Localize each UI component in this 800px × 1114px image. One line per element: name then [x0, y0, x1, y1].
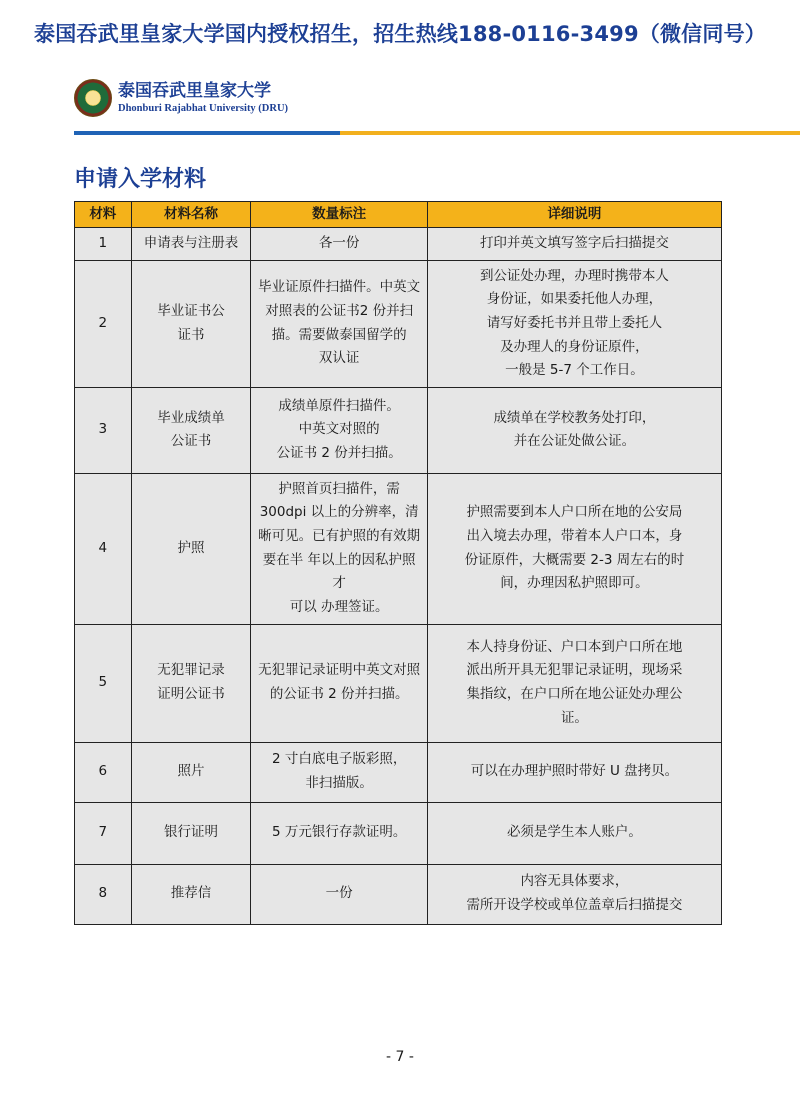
cell-qty	[251, 742, 427, 802]
cell-line: 无犯罪记录证明中英文对照	[258, 662, 421, 679]
cell-line: 双认证	[318, 350, 360, 367]
cell-desc	[427, 387, 721, 473]
table-header-row	[75, 202, 722, 228]
cell-line: 非扫描版。	[305, 775, 373, 791]
table-row	[75, 624, 722, 742]
cell-line: 到公证处办理，办理时携带本人	[479, 267, 669, 284]
cell-line: 护照	[177, 539, 205, 556]
table-row	[75, 473, 722, 624]
cell-number: 3	[75, 387, 132, 473]
cell-qty	[251, 228, 427, 261]
header-rule-gold	[340, 131, 800, 135]
cell-line: 请写好委托书并且带上委托人	[486, 314, 663, 331]
cell-line: 护照需要到本人户口所在地的公安局	[466, 504, 683, 521]
page-number: - 7 -	[386, 1049, 414, 1065]
cell-qty	[251, 387, 427, 473]
cell-line: 一般是 5-7 个工作日。	[505, 362, 644, 379]
cell-name	[131, 864, 251, 924]
cell-name	[131, 228, 251, 261]
cell-qty	[251, 473, 427, 624]
cell-line: 份证原件，大概需要 2-3 周左右的时	[464, 551, 685, 568]
cell-desc	[427, 624, 721, 742]
cell-line: 可以在办理护照时带好 U 盘拷贝。	[470, 763, 679, 780]
cell-line: 推荐信	[170, 885, 212, 902]
table-body	[75, 228, 722, 925]
cell-desc	[427, 802, 721, 864]
table-row	[75, 864, 722, 924]
cell-name	[131, 742, 251, 802]
cell-name	[131, 387, 251, 473]
table-row	[75, 260, 722, 387]
cell-line: 毕业证原件扫描件。中英文	[258, 279, 421, 296]
cell-line: 中英文对照的	[298, 421, 380, 438]
cell-line: 证书	[177, 326, 205, 343]
cell-number: 8	[75, 864, 132, 924]
table-row	[75, 802, 722, 864]
cell-line: 公证书	[170, 433, 212, 450]
logo-name-en: Dhonburi Rajabhat University (DRU)	[118, 102, 289, 114]
cell-line: 对照表的公证书2 份并扫	[265, 303, 414, 320]
university-seal-icon	[74, 79, 112, 117]
cell-line: 各一份	[318, 235, 360, 251]
cell-name	[131, 624, 251, 742]
cell-line: 本人持身份证、户口本到户口所在地	[466, 638, 683, 655]
cell-line: 可以 办理签证。	[289, 598, 389, 615]
cell-line: 公证书 2 份并扫描。	[276, 445, 402, 462]
cell-line: 身份证，如果委托他人办理，	[486, 291, 663, 308]
header-material: 材料	[75, 202, 132, 228]
cell-line: 晰可见。已有护照的有效期	[258, 528, 421, 544]
cell-line: 一份	[325, 885, 353, 902]
cell-line: 无犯罪记录	[157, 662, 225, 679]
cell-qty	[251, 624, 427, 742]
cell-line: 的公证书 2 份并扫描。	[269, 686, 409, 702]
cell-line: 描。需要做泰国留学的	[271, 326, 407, 343]
cell-line: 并在公证处做公证。	[513, 433, 636, 450]
cell-number: 5	[75, 624, 132, 742]
recruitment-banner: 泰国吞武里皇家大学国内授权招生，招生热线188-0116-3499（微信同号）	[34, 22, 766, 46]
table-row	[75, 387, 722, 473]
table-row	[75, 742, 722, 802]
cell-line: 内容无具体要求，	[520, 873, 629, 890]
cell-line: 成绩单在学校教务处打印，	[493, 409, 656, 426]
cell-line: 出入境去办理，带着本人户口本，身	[466, 528, 683, 544]
cell-line: 2 寸白底电子版彩照，	[271, 751, 407, 768]
cell-line: 5 万元银行存款证明。	[271, 824, 407, 841]
cell-number: 7	[75, 802, 132, 864]
section-title: 申请入学材料	[74, 167, 207, 192]
cell-desc	[427, 260, 721, 387]
cell-desc	[427, 228, 721, 261]
cell-line: 打印并英文填写签字后扫描提交	[479, 235, 669, 251]
cell-line: 毕业证书公	[157, 303, 225, 320]
cell-line: 需所开设学校或单位盖章后扫描提交	[466, 897, 683, 913]
cell-line: 300dpi 以上的分辨率，清	[259, 504, 419, 521]
cell-line: 及办理人的身份证原件，	[500, 338, 649, 355]
cell-line: 必须是学生本人账户。	[506, 824, 642, 841]
cell-line: 间，办理因私护照即可。	[500, 575, 649, 592]
cell-number: 1	[75, 228, 132, 261]
cell-line: 证。	[560, 709, 588, 726]
cell-line: 证明公证书	[157, 686, 225, 702]
cell-line: 成绩单原件扫描件。	[278, 397, 400, 414]
cell-name	[131, 473, 251, 624]
cell-line: 护照首页扫描件，需	[278, 480, 400, 497]
cell-line: 要在半 年以上的因私护照才	[262, 551, 416, 592]
cell-name	[131, 802, 251, 864]
cell-qty	[251, 864, 427, 924]
header-material-name: 材料名称	[131, 202, 251, 228]
university-logo	[74, 76, 288, 120]
cell-desc	[427, 742, 721, 802]
cell-desc	[427, 864, 721, 924]
cell-name	[131, 260, 251, 387]
header-details: 详细说明	[427, 202, 721, 228]
logo-name-cn: 泰国吞武里皇家大学	[118, 80, 271, 101]
cell-number: 2	[75, 260, 132, 387]
table-row	[75, 228, 722, 261]
cell-line: 派出所开具无犯罪记录证明，现场采	[466, 662, 683, 679]
cell-line: 毕业成绩单	[157, 409, 225, 426]
cell-line: 照片	[177, 763, 205, 780]
cell-qty	[251, 802, 427, 864]
cell-number: 6	[75, 742, 132, 802]
cell-line: 申请表与注册表	[143, 235, 239, 251]
cell-qty	[251, 260, 427, 387]
materials-table	[74, 201, 722, 925]
cell-desc	[427, 473, 721, 624]
header-quantity: 数量标注	[251, 202, 427, 228]
cell-line: 集指纹，在户口所在地公证处办理公	[466, 686, 683, 702]
header-rule-blue	[74, 131, 340, 135]
cell-number: 4	[75, 473, 132, 624]
cell-line: 银行证明	[164, 824, 219, 841]
